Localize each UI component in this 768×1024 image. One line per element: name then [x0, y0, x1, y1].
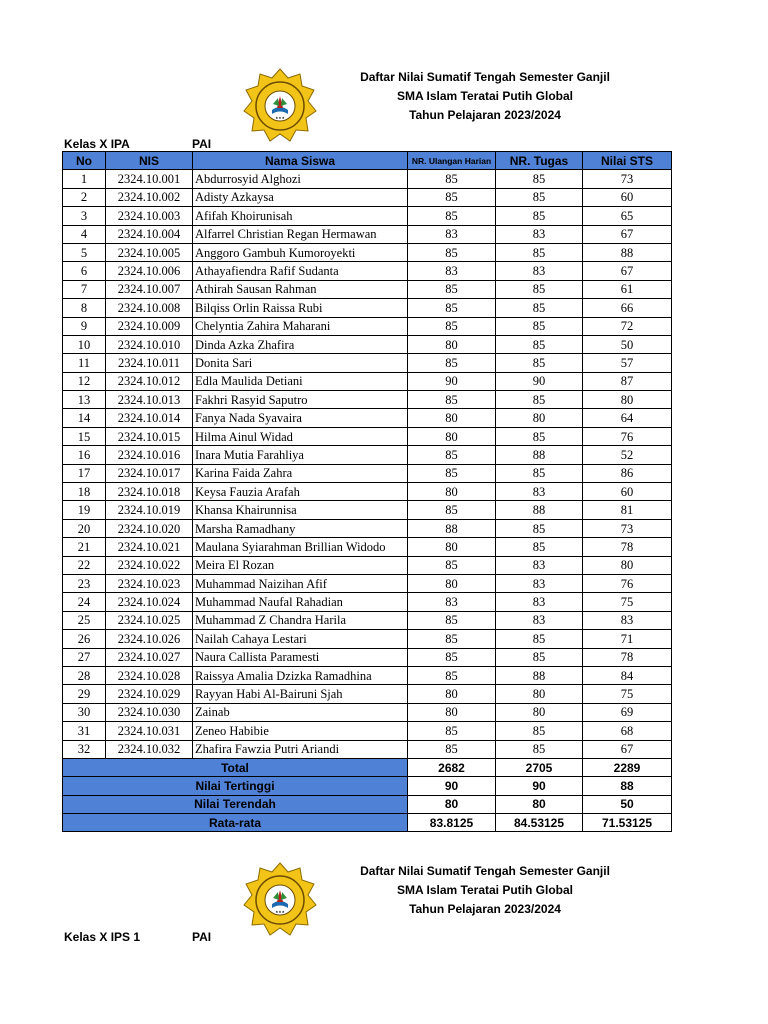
assignment-score: 83	[496, 574, 583, 592]
student-nis: 2324.10.029	[106, 685, 193, 703]
sts-score: 76	[583, 427, 672, 445]
summary-label: Nilai Tertinggi	[63, 777, 408, 795]
document-title-2: Daftar Nilai Sumatif Tengah Semester Ganjil	[360, 864, 610, 878]
student-nis: 2324.10.009	[106, 317, 193, 335]
daily-test-score: 85	[408, 556, 496, 574]
sts-score: 60	[583, 188, 672, 206]
table-row	[63, 372, 672, 390]
row-number: 29	[63, 685, 106, 703]
sts-score: 80	[583, 391, 672, 409]
student-name: Keysa Fauzia Arafah	[193, 483, 408, 501]
daily-test-score: 80	[408, 335, 496, 353]
row-number: 11	[63, 354, 106, 372]
class-info	[64, 137, 212, 151]
row-number: 19	[63, 501, 106, 519]
student-nis: 2324.10.020	[106, 519, 193, 537]
table-row	[63, 243, 672, 261]
assignment-score: 85	[496, 630, 583, 648]
assignment-score: 85	[496, 740, 583, 758]
summary-value: 90	[408, 777, 496, 795]
sts-score: 73	[583, 170, 672, 188]
row-number: 31	[63, 722, 106, 740]
assignment-score: 80	[496, 409, 583, 427]
document-title-block-2	[320, 862, 650, 919]
student-nis: 2324.10.030	[106, 703, 193, 721]
student-name: Edla Maulida Detiani	[193, 372, 408, 390]
student-nis: 2324.10.023	[106, 574, 193, 592]
school-logo	[240, 68, 320, 144]
class-label-2: Kelas X IPS 1	[64, 930, 141, 944]
student-nis: 2324.10.024	[106, 593, 193, 611]
grades-table-summary	[63, 758, 672, 832]
daily-test-score: 85	[408, 280, 496, 298]
student-name: Zainab	[193, 703, 408, 721]
student-name: Muhammad Z Chandra Harila	[193, 611, 408, 629]
table-row	[63, 593, 672, 611]
daily-test-score: 80	[408, 483, 496, 501]
student-name: Nailah Cahaya Lestari	[193, 630, 408, 648]
daily-test-score: 85	[408, 464, 496, 482]
student-nis: 2324.10.027	[106, 648, 193, 666]
student-nis: 2324.10.005	[106, 243, 193, 261]
student-name: Fanya Nada Syavaira	[193, 409, 408, 427]
sts-score: 50	[583, 335, 672, 353]
table-row	[63, 703, 672, 721]
sts-score: 81	[583, 501, 672, 519]
table-row	[63, 464, 672, 482]
assignment-score: 85	[496, 519, 583, 537]
sts-score: 67	[583, 262, 672, 280]
table-row	[63, 648, 672, 666]
student-nis: 2324.10.004	[106, 225, 193, 243]
row-number: 6	[63, 262, 106, 280]
class-info-2	[64, 930, 212, 944]
daily-test-score: 85	[408, 648, 496, 666]
student-nis: 2324.10.026	[106, 630, 193, 648]
table-row	[63, 556, 672, 574]
row-number: 16	[63, 446, 106, 464]
table-row	[63, 170, 672, 188]
student-name: Alfarrel Christian Regan Hermawan	[193, 225, 408, 243]
summary-value: 88	[583, 777, 672, 795]
row-number: 13	[63, 391, 106, 409]
summary-value: 83.8125	[408, 814, 496, 832]
row-number: 24	[63, 593, 106, 611]
daily-test-score: 80	[408, 409, 496, 427]
assignment-score: 85	[496, 335, 583, 353]
student-nis: 2324.10.006	[106, 262, 193, 280]
academic-year: Tahun Pelajaran 2023/2024	[409, 108, 561, 122]
row-number: 2	[63, 188, 106, 206]
svg-text:★★★: ★★★	[275, 116, 285, 120]
daily-test-score: 85	[408, 188, 496, 206]
student-name: Hilma Ainul Widad	[193, 427, 408, 445]
sts-score: 78	[583, 538, 672, 556]
table-row	[63, 335, 672, 353]
summary-value: 80	[408, 795, 496, 813]
assignment-score: 83	[496, 593, 583, 611]
sts-score: 75	[583, 685, 672, 703]
daily-test-score: 85	[408, 299, 496, 317]
summary-value: 80	[496, 795, 583, 813]
row-number: 7	[63, 280, 106, 298]
row-number: 17	[63, 464, 106, 482]
grades-table	[62, 151, 672, 832]
assignment-score: 85	[496, 280, 583, 298]
table-row	[63, 666, 672, 684]
table-row	[63, 225, 672, 243]
student-nis: 2324.10.019	[106, 501, 193, 519]
table-row	[63, 299, 672, 317]
student-nis: 2324.10.010	[106, 335, 193, 353]
document-title-block	[320, 68, 650, 125]
sts-score: 66	[583, 299, 672, 317]
daily-test-score: 83	[408, 262, 496, 280]
student-nis: 2324.10.015	[106, 427, 193, 445]
col-header-daily-test: NR. Ulangan Harian	[408, 152, 496, 170]
academic-year-2: Tahun Pelajaran 2023/2024	[409, 902, 561, 916]
table-row	[63, 630, 672, 648]
student-name: Donita Sari	[193, 354, 408, 372]
table-row	[63, 317, 672, 335]
assignment-score: 83	[496, 611, 583, 629]
table-row	[63, 354, 672, 372]
daily-test-score: 80	[408, 685, 496, 703]
row-number: 10	[63, 335, 106, 353]
row-number: 4	[63, 225, 106, 243]
col-header-sts: Nilai STS	[583, 152, 672, 170]
assignment-score: 85	[496, 243, 583, 261]
row-number: 23	[63, 574, 106, 592]
school-name: SMA Islam Teratai Putih Global	[396, 89, 574, 103]
daily-test-score: 85	[408, 354, 496, 372]
daily-test-score: 85	[408, 207, 496, 225]
highest-score-row	[63, 777, 672, 795]
summary-value: 2289	[583, 758, 672, 776]
table-row	[63, 391, 672, 409]
daily-test-score: 85	[408, 666, 496, 684]
svg-text:★★★: ★★★	[275, 910, 285, 914]
subject-label-2: PAI	[192, 930, 212, 944]
assignment-score: 85	[496, 188, 583, 206]
summary-value: 84.53125	[496, 814, 583, 832]
sts-score: 84	[583, 666, 672, 684]
sts-score: 83	[583, 611, 672, 629]
student-name: Athirah Sausan Rahman	[193, 280, 408, 298]
assignment-score: 83	[496, 262, 583, 280]
student-name: Anggoro Gambuh Kumoroyekti	[193, 243, 408, 261]
row-number: 22	[63, 556, 106, 574]
summary-value: 50	[583, 795, 672, 813]
student-nis: 2324.10.002	[106, 188, 193, 206]
student-name: Afifah Khoirunisah	[193, 207, 408, 225]
row-number: 12	[63, 372, 106, 390]
daily-test-score: 85	[408, 317, 496, 335]
row-number: 15	[63, 427, 106, 445]
student-nis: 2324.10.018	[106, 483, 193, 501]
assignment-score: 85	[496, 464, 583, 482]
assignment-score: 85	[496, 299, 583, 317]
table-row	[63, 538, 672, 556]
daily-test-score: 80	[408, 703, 496, 721]
daily-test-score: 83	[408, 593, 496, 611]
lowest-score-row	[63, 795, 672, 813]
row-number: 28	[63, 666, 106, 684]
sts-score: 72	[583, 317, 672, 335]
table-row	[63, 409, 672, 427]
sts-score: 78	[583, 648, 672, 666]
table-row	[63, 188, 672, 206]
student-name: Rayyan Habi Al-Bairuni Sjah	[193, 685, 408, 703]
row-number: 5	[63, 243, 106, 261]
assignment-score: 85	[496, 170, 583, 188]
col-header-assignment: NR. Tugas	[496, 152, 583, 170]
sts-score: 76	[583, 574, 672, 592]
class-label: Kelas X IPA	[64, 137, 130, 151]
sts-score: 67	[583, 225, 672, 243]
student-nis: 2324.10.022	[106, 556, 193, 574]
student-nis: 2324.10.017	[106, 464, 193, 482]
daily-test-score: 90	[408, 372, 496, 390]
row-number: 14	[63, 409, 106, 427]
summary-value: 2682	[408, 758, 496, 776]
table-row	[63, 483, 672, 501]
sts-score: 68	[583, 722, 672, 740]
col-header-nis: NIS	[106, 152, 193, 170]
assignment-score: 80	[496, 685, 583, 703]
student-name: Zeneo Habibie	[193, 722, 408, 740]
assignment-score: 85	[496, 722, 583, 740]
student-nis: 2324.10.011	[106, 354, 193, 372]
daily-test-score: 85	[408, 446, 496, 464]
assignment-score: 85	[496, 648, 583, 666]
assignment-score: 90	[496, 372, 583, 390]
student-name: Karina Faida Zahra	[193, 464, 408, 482]
table-row	[63, 446, 672, 464]
table-row	[63, 262, 672, 280]
grades-table-body	[63, 170, 672, 759]
student-nis: 2324.10.008	[106, 299, 193, 317]
col-header-no: No	[63, 152, 106, 170]
student-name: Raissya Amalia Dzizka Ramadhina	[193, 666, 408, 684]
table-row	[63, 501, 672, 519]
student-name: Adisty Azkaysa	[193, 188, 408, 206]
row-number: 21	[63, 538, 106, 556]
student-name: Marsha Ramadhany	[193, 519, 408, 537]
summary-value: 71.53125	[583, 814, 672, 832]
assignment-score: 85	[496, 317, 583, 335]
daily-test-score: 80	[408, 574, 496, 592]
student-nis: 2324.10.013	[106, 391, 193, 409]
row-number: 18	[63, 483, 106, 501]
col-header-name: Nama Siswa	[193, 152, 408, 170]
student-name: Khansa Khairunnisa	[193, 501, 408, 519]
student-nis: 2324.10.007	[106, 280, 193, 298]
row-number: 1	[63, 170, 106, 188]
assignment-score: 85	[496, 207, 583, 225]
student-name: Bilqiss Orlin Raissa Rubi	[193, 299, 408, 317]
student-name: Inara Mutia Farahliya	[193, 446, 408, 464]
sts-score: 60	[583, 483, 672, 501]
table-row	[63, 574, 672, 592]
daily-test-score: 85	[408, 611, 496, 629]
student-nis: 2324.10.032	[106, 740, 193, 758]
assignment-score: 85	[496, 427, 583, 445]
row-number: 20	[63, 519, 106, 537]
student-nis: 2324.10.021	[106, 538, 193, 556]
student-nis: 2324.10.031	[106, 722, 193, 740]
row-number: 9	[63, 317, 106, 335]
assignment-score: 85	[496, 391, 583, 409]
grades-table-header	[63, 152, 672, 170]
row-number: 8	[63, 299, 106, 317]
row-number: 26	[63, 630, 106, 648]
assignment-score: 85	[496, 538, 583, 556]
summary-label: Rata-rata	[63, 814, 408, 832]
sts-score: 86	[583, 464, 672, 482]
sts-score: 73	[583, 519, 672, 537]
sts-score: 65	[583, 207, 672, 225]
student-name: Maulana Syiarahman Brillian Widodo	[193, 538, 408, 556]
sts-score: 61	[583, 280, 672, 298]
row-number: 27	[63, 648, 106, 666]
table-row	[63, 427, 672, 445]
student-name: Abdurrosyid Alghozi	[193, 170, 408, 188]
student-nis: 2324.10.003	[106, 207, 193, 225]
student-name: Muhammad Naizihan Afif	[193, 574, 408, 592]
student-nis: 2324.10.012	[106, 372, 193, 390]
daily-test-score: 85	[408, 170, 496, 188]
table-row	[63, 611, 672, 629]
daily-test-score: 85	[408, 740, 496, 758]
row-number: 3	[63, 207, 106, 225]
daily-test-score: 85	[408, 391, 496, 409]
table-row	[63, 207, 672, 225]
sts-score: 52	[583, 446, 672, 464]
school-name-2: SMA Islam Teratai Putih Global	[396, 883, 574, 897]
subject-label: PAI	[192, 137, 212, 151]
sts-score: 87	[583, 372, 672, 390]
daily-test-score: 85	[408, 630, 496, 648]
assignment-score: 83	[496, 483, 583, 501]
assignment-score: 88	[496, 501, 583, 519]
student-nis: 2324.10.028	[106, 666, 193, 684]
student-name: Zhafira Fawzia Putri Ariandi	[193, 740, 408, 758]
daily-test-score: 85	[408, 243, 496, 261]
row-number: 30	[63, 703, 106, 721]
student-name: Chelyntia Zahira Maharani	[193, 317, 408, 335]
daily-test-score: 88	[408, 519, 496, 537]
student-nis: 2324.10.025	[106, 611, 193, 629]
sts-score: 88	[583, 243, 672, 261]
sts-score: 69	[583, 703, 672, 721]
sts-score: 71	[583, 630, 672, 648]
assignment-score: 83	[496, 556, 583, 574]
student-name: Dinda Azka Zhafira	[193, 335, 408, 353]
daily-test-score: 80	[408, 427, 496, 445]
total-row	[63, 758, 672, 776]
student-name: Fakhri Rasyid Saputro	[193, 391, 408, 409]
sts-score: 64	[583, 409, 672, 427]
average-row	[63, 814, 672, 832]
sts-score: 57	[583, 354, 672, 372]
student-nis: 2324.10.001	[106, 170, 193, 188]
summary-value: 2705	[496, 758, 583, 776]
table-row	[63, 722, 672, 740]
table-row	[63, 280, 672, 298]
row-number: 25	[63, 611, 106, 629]
daily-test-score: 85	[408, 722, 496, 740]
student-nis: 2324.10.014	[106, 409, 193, 427]
sts-score: 80	[583, 556, 672, 574]
summary-value: 90	[496, 777, 583, 795]
assignment-score: 83	[496, 225, 583, 243]
daily-test-score: 85	[408, 501, 496, 519]
sts-score: 67	[583, 740, 672, 758]
assignment-score: 88	[496, 446, 583, 464]
student-name: Meira El Rozan	[193, 556, 408, 574]
summary-label: Nilai Terendah	[63, 795, 408, 813]
assignment-score: 88	[496, 666, 583, 684]
student-name: Naura Callista Paramesti	[193, 648, 408, 666]
daily-test-score: 83	[408, 225, 496, 243]
sts-score: 75	[583, 593, 672, 611]
student-nis: 2324.10.016	[106, 446, 193, 464]
table-row	[63, 740, 672, 758]
student-name: Muhammad Naufal Rahadian	[193, 593, 408, 611]
daily-test-score: 80	[408, 538, 496, 556]
row-number: 32	[63, 740, 106, 758]
table-row	[63, 685, 672, 703]
summary-label: Total	[63, 758, 408, 776]
assignment-score: 80	[496, 703, 583, 721]
document-title: Daftar Nilai Sumatif Tengah Semester Ganjil	[360, 70, 610, 84]
assignment-score: 85	[496, 354, 583, 372]
table-row	[63, 519, 672, 537]
school-logo-2	[240, 862, 320, 938]
student-name: Athayafiendra Rafif Sudanta	[193, 262, 408, 280]
